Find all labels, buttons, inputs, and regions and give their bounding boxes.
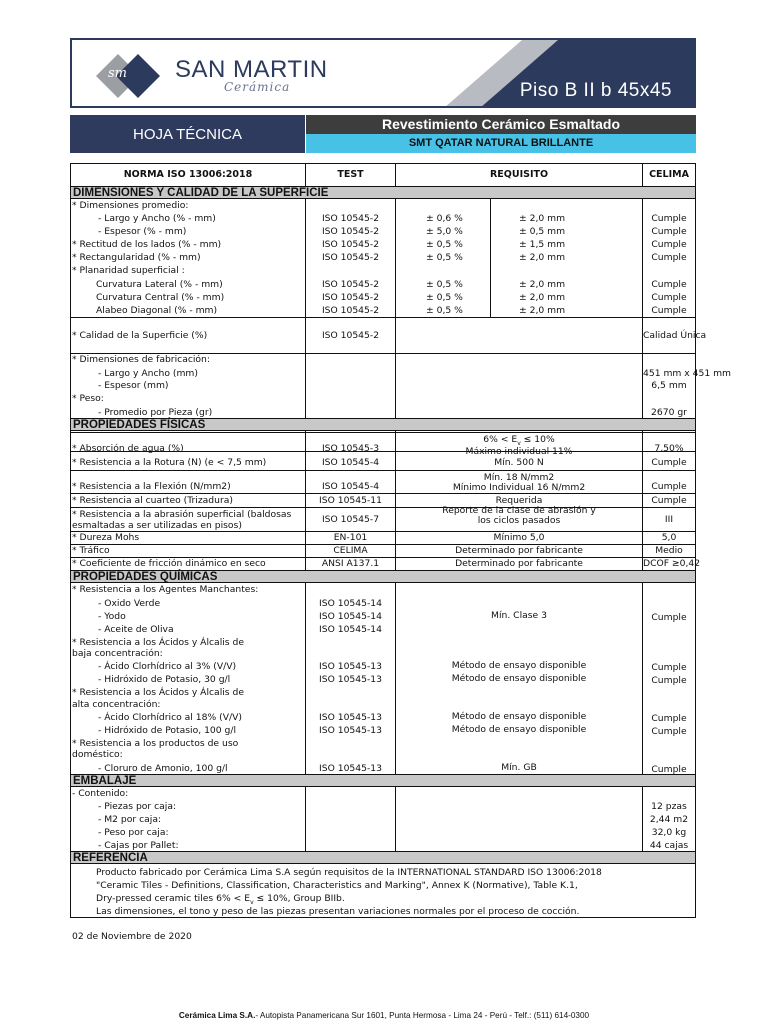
row-requisito-2: Máximo individual 11% <box>465 446 573 457</box>
row-test: ANSI A137.1 <box>321 558 380 569</box>
row-requisito: Determinado por fabricante <box>455 558 583 569</box>
row-celima: Calidad Única <box>643 330 707 341</box>
row-test: ISO 10545-13 <box>319 725 382 736</box>
row-requisito-mm: ± 2,0 mm <box>519 305 566 316</box>
row-label-cont: esmaltadas a ser utilizadas en pisos) <box>72 520 242 531</box>
row-label: * Tráfico <box>72 545 110 556</box>
grid-line <box>71 432 695 433</box>
row-requisito: Método de ensayo disponible <box>451 673 587 684</box>
row-celima: Medio <box>655 545 683 556</box>
section-fisicas: PROPIEDADES FÍSICAS <box>71 418 695 431</box>
row-celima: 5,0 <box>661 532 677 543</box>
row-label: - Peso por caja: <box>98 827 169 838</box>
col-header-norma: NORMA ISO 13006:2018 <box>123 169 253 180</box>
row-label: doméstico: <box>72 749 123 760</box>
row-requisito: Requerida <box>495 495 543 506</box>
row-label: - Oxido Verde <box>98 598 161 609</box>
row-requisito: Reporte de la clase de abrasión y <box>442 505 596 516</box>
row-label: * Absorción de agua (%) <box>72 443 184 454</box>
document-date: 02 de Noviembre de 2020 <box>72 931 192 942</box>
row-label: * Rectangularidad (% - mm) <box>72 252 201 263</box>
ref-line-2: "Ceramic Tiles - Definitions, Classification, Characteristics and Marking", Annex K (Normative), Table K.1, <box>96 880 578 891</box>
row-test: ISO 10545-14 <box>319 611 382 622</box>
row-test: ISO 10545-14 <box>319 624 382 635</box>
row-celima: Cumple <box>651 457 687 468</box>
row-label: - Largo y Ancho (% - mm) <box>98 213 216 224</box>
row-celima: 6,5 mm <box>651 380 687 391</box>
row-label: * Resistencia a la abrasión superficial (baldosas <box>72 509 292 520</box>
row-celima: 44 cajas <box>649 840 689 851</box>
row-label: * Coeficiente de fricción dinámico en seco <box>72 558 266 569</box>
row-label: alta concentración: <box>72 699 161 710</box>
row-celima: Cumple <box>651 495 687 506</box>
hoja-tecnica-title: HOJA TÉCNICA <box>70 115 305 153</box>
ref-line-4: Las dimensiones, el tono y peso de las piezas presentan variaciones normales por el proceso de cocción. <box>96 906 580 917</box>
row-celima: Cumple <box>651 764 687 775</box>
row-test: ISO 10545-2 <box>321 305 380 316</box>
row-celima: 12 pzas <box>651 801 687 812</box>
grid-line <box>71 317 695 318</box>
row-label: * Planaridad superficial : <box>72 265 185 276</box>
row-requisito: $6\% < E_v \le 10\%$ <box>483 434 555 447</box>
row-test: CELIMA <box>333 545 368 556</box>
row-requisito-pct: ± 5,0 % <box>426 226 463 237</box>
row-requisito: Mín. 18 N/mm2 <box>483 472 555 483</box>
row-label: baja concentración: <box>72 648 163 659</box>
row-label: * Calidad de la Superficie (%) <box>72 330 208 341</box>
row-label: - Hidróxido de Potasio, 30 g/l <box>98 674 231 685</box>
row-label: - Largo y Ancho (mm) <box>98 368 198 379</box>
col-header-celima: CELIMA <box>649 169 689 180</box>
product-category: Revestimiento Cerámico Esmaltado <box>306 115 696 134</box>
row-label: * Dimensiones promedio: <box>72 200 189 211</box>
row-celima: Cumple <box>651 305 687 316</box>
row-celima: DCOF ≥0,42 <box>643 558 701 569</box>
row-requisito-mm: ± 2,0 mm <box>519 213 566 224</box>
row-requisito-pct: ± 0,5 % <box>426 239 463 250</box>
row-label: - Yodo <box>98 611 126 622</box>
row-test: ISO 10545-4 <box>321 481 380 492</box>
grid-line <box>395 199 396 418</box>
row-label: * Peso: <box>72 393 104 404</box>
row-test: ISO 10545-2 <box>321 226 380 237</box>
row-requisito: Mín. 500 N <box>494 457 544 468</box>
row-test: ISO 10545-3 <box>321 443 380 454</box>
row-label: * Resistencia a la Flexión (N/mm2) <box>72 481 231 492</box>
row-test: EN-101 <box>333 532 368 543</box>
row-label: Curvatura Lateral (% - mm) <box>96 279 223 290</box>
row-celima: Cumple <box>651 226 687 237</box>
row-celima: 2670 gr <box>651 407 687 418</box>
row-label: - Ácido Clorhídrico al 18% (V/V) <box>98 712 242 723</box>
section-dimensiones: DIMENSIONES Y CALIDAD DE LA SUPERFICIE <box>71 186 695 199</box>
row-test: ISO 10545-13 <box>319 763 382 774</box>
grid-line <box>490 199 491 317</box>
row-celima: 7,50% <box>654 443 684 454</box>
row-label: * Rectitud de los lados (% - mm) <box>72 239 222 250</box>
row-label: * Dureza Mohs <box>72 532 140 543</box>
brand-name: SAN MARTIN <box>175 56 328 83</box>
product-code: Piso B II b 45x45 <box>519 80 672 101</box>
row-celima: Cumple <box>651 481 687 492</box>
row-requisito-mm: ± 2,0 mm <box>519 292 566 303</box>
grid-line <box>71 493 695 494</box>
row-label: - Hidróxido de Potasio, 100 g/l <box>98 725 237 736</box>
row-label: - Espesor (% - mm) <box>98 226 187 237</box>
row-requisito: Mínimo 5,0 <box>493 532 545 543</box>
header-banner <box>70 38 696 108</box>
row-celima: III <box>664 514 674 525</box>
row-label: Alabeo Diagonal (% - mm) <box>96 305 218 316</box>
row-requisito-mm: ± 0,5 mm <box>519 226 566 237</box>
row-label: * Resistencia a los Ácidos y Álcalis de <box>72 687 244 698</box>
row-celima: 451 mm x 451 mm <box>643 368 731 379</box>
footer-company: Cerámica Lima S.A. <box>178 1011 256 1020</box>
row-requisito: Mín. GB <box>501 762 537 773</box>
row-requisito: Método de ensayo disponible <box>451 660 587 671</box>
row-test: ISO 10545-11 <box>319 495 382 506</box>
row-label: - Promedio por Pieza (gr) <box>98 407 213 418</box>
row-test: ISO 10545-13 <box>319 674 382 685</box>
row-celima: 2,44 m2 <box>649 814 689 825</box>
row-test: ISO 10545-2 <box>321 239 380 250</box>
row-label: - Piezas por caja: <box>98 801 177 812</box>
row-label: * Resistencia a los productos de uso <box>72 738 239 749</box>
row-requisito: Método de ensayo disponible <box>451 711 587 722</box>
row-requisito-pct: ± 0,6 % <box>426 213 463 224</box>
row-label: * Resistencia al cuarteo (Trizadura) <box>72 495 233 506</box>
row-label: - Cajas por Pallet: <box>98 840 179 851</box>
row-requisito-2: Mínimo Individual 16 N/mm2 <box>452 482 586 493</box>
footer <box>0 1011 768 1020</box>
row-label: Curvatura Central (% - mm) <box>96 292 225 303</box>
row-test: ISO 10545-2 <box>321 252 380 263</box>
row-requisito-2: los ciclos pasados <box>477 515 561 526</box>
ref-line-1: Producto fabricado por Cerámica Lima S.A según requisitos de la INTERNATIONAL STANDARD ISO 13006:2018 <box>96 867 602 878</box>
row-test: ISO 10545-2 <box>321 279 380 290</box>
row-label: - Espesor (mm) <box>98 380 169 391</box>
row-celima: Cumple <box>651 213 687 224</box>
row-label: - Cloruro de Amonio, 100 g/l <box>98 763 228 774</box>
row-requisito-mm: ± 1,5 mm <box>519 239 566 250</box>
row-test: ISO 10545-13 <box>319 661 382 672</box>
row-label: - Contenido: <box>72 788 129 799</box>
section-quimicas: PROPIEDADES QUÍMICAS <box>71 570 695 583</box>
ref-line-3: Dry-pressed ceramic tiles $6\% < E_v \le 10\%$, Group BIIb. <box>96 893 345 906</box>
row-label: * Resistencia a los Agentes Manchantes: <box>72 584 259 595</box>
logo-mark: sm <box>108 66 127 81</box>
row-celima: Cumple <box>651 713 687 724</box>
row-test: ISO 10545-7 <box>321 514 380 525</box>
product-name: SMT QATAR NATURAL BRILLANTE <box>306 134 696 153</box>
row-test: ISO 10545-13 <box>319 712 382 723</box>
row-celima: Cumple <box>651 239 687 250</box>
row-test: ISO 10545-4 <box>321 457 380 468</box>
row-label: - Ácido Clorhídrico al 3% (V/V) <box>98 661 237 672</box>
row-celima: Cumple <box>651 726 687 737</box>
row-label: - M2 por caja: <box>98 814 162 825</box>
col-header-test: TEST <box>337 169 364 180</box>
row-celima: 32,0 kg <box>651 827 687 838</box>
row-requisito: Método de ensayo disponible <box>451 724 587 735</box>
row-requisito-mm: ± 2,0 mm <box>519 279 566 290</box>
row-requisito-pct: ± 0,5 % <box>426 292 463 303</box>
grid-line <box>395 787 396 851</box>
row-requisito-pct: ± 0,5 % <box>426 279 463 290</box>
row-test: ISO 10545-2 <box>321 292 380 303</box>
row-celima: Cumple <box>651 292 687 303</box>
section-referencia: REFERENCIA <box>71 851 695 864</box>
row-label: * Resistencia a la Rotura (N) (e < 7,5 mm) <box>72 457 267 468</box>
row-test: ISO 10545-2 <box>321 330 380 341</box>
row-label: - Aceite de Oliva <box>98 624 174 635</box>
footer-address: - Autopista Panamericana Sur 1601, Punta Hermosa - Lima 24 - Perú - Telf.: (511) 614-0300 <box>255 1011 590 1020</box>
row-label: * Dimensiones de fabricación: <box>72 354 210 365</box>
col-header-requisito: REQUISITO <box>489 169 549 180</box>
row-celima: Cumple <box>651 662 687 673</box>
row-celima: Cumple <box>651 612 687 623</box>
grid-line <box>305 787 306 851</box>
row-celima: Cumple <box>651 279 687 290</box>
row-test: ISO 10545-2 <box>321 213 380 224</box>
row-requisito: Mín. Clase 3 <box>491 610 547 621</box>
section-embalaje: EMBALAJE <box>71 774 695 787</box>
row-celima: Cumple <box>651 675 687 686</box>
row-requisito: Determinado por fabricante <box>455 545 583 556</box>
row-requisito-pct: ± 0,5 % <box>426 252 463 263</box>
grid-line <box>71 470 695 471</box>
brand-subtitle: Cerámica <box>224 80 291 94</box>
row-requisito-mm: ± 2,0 mm <box>519 252 566 263</box>
row-requisito-pct: ± 0,5 % <box>426 305 463 316</box>
row-celima: Cumple <box>651 252 687 263</box>
row-test: ISO 10545-14 <box>319 598 382 609</box>
row-label: * Resistencia a los Ácidos y Álcalis de <box>72 637 244 648</box>
